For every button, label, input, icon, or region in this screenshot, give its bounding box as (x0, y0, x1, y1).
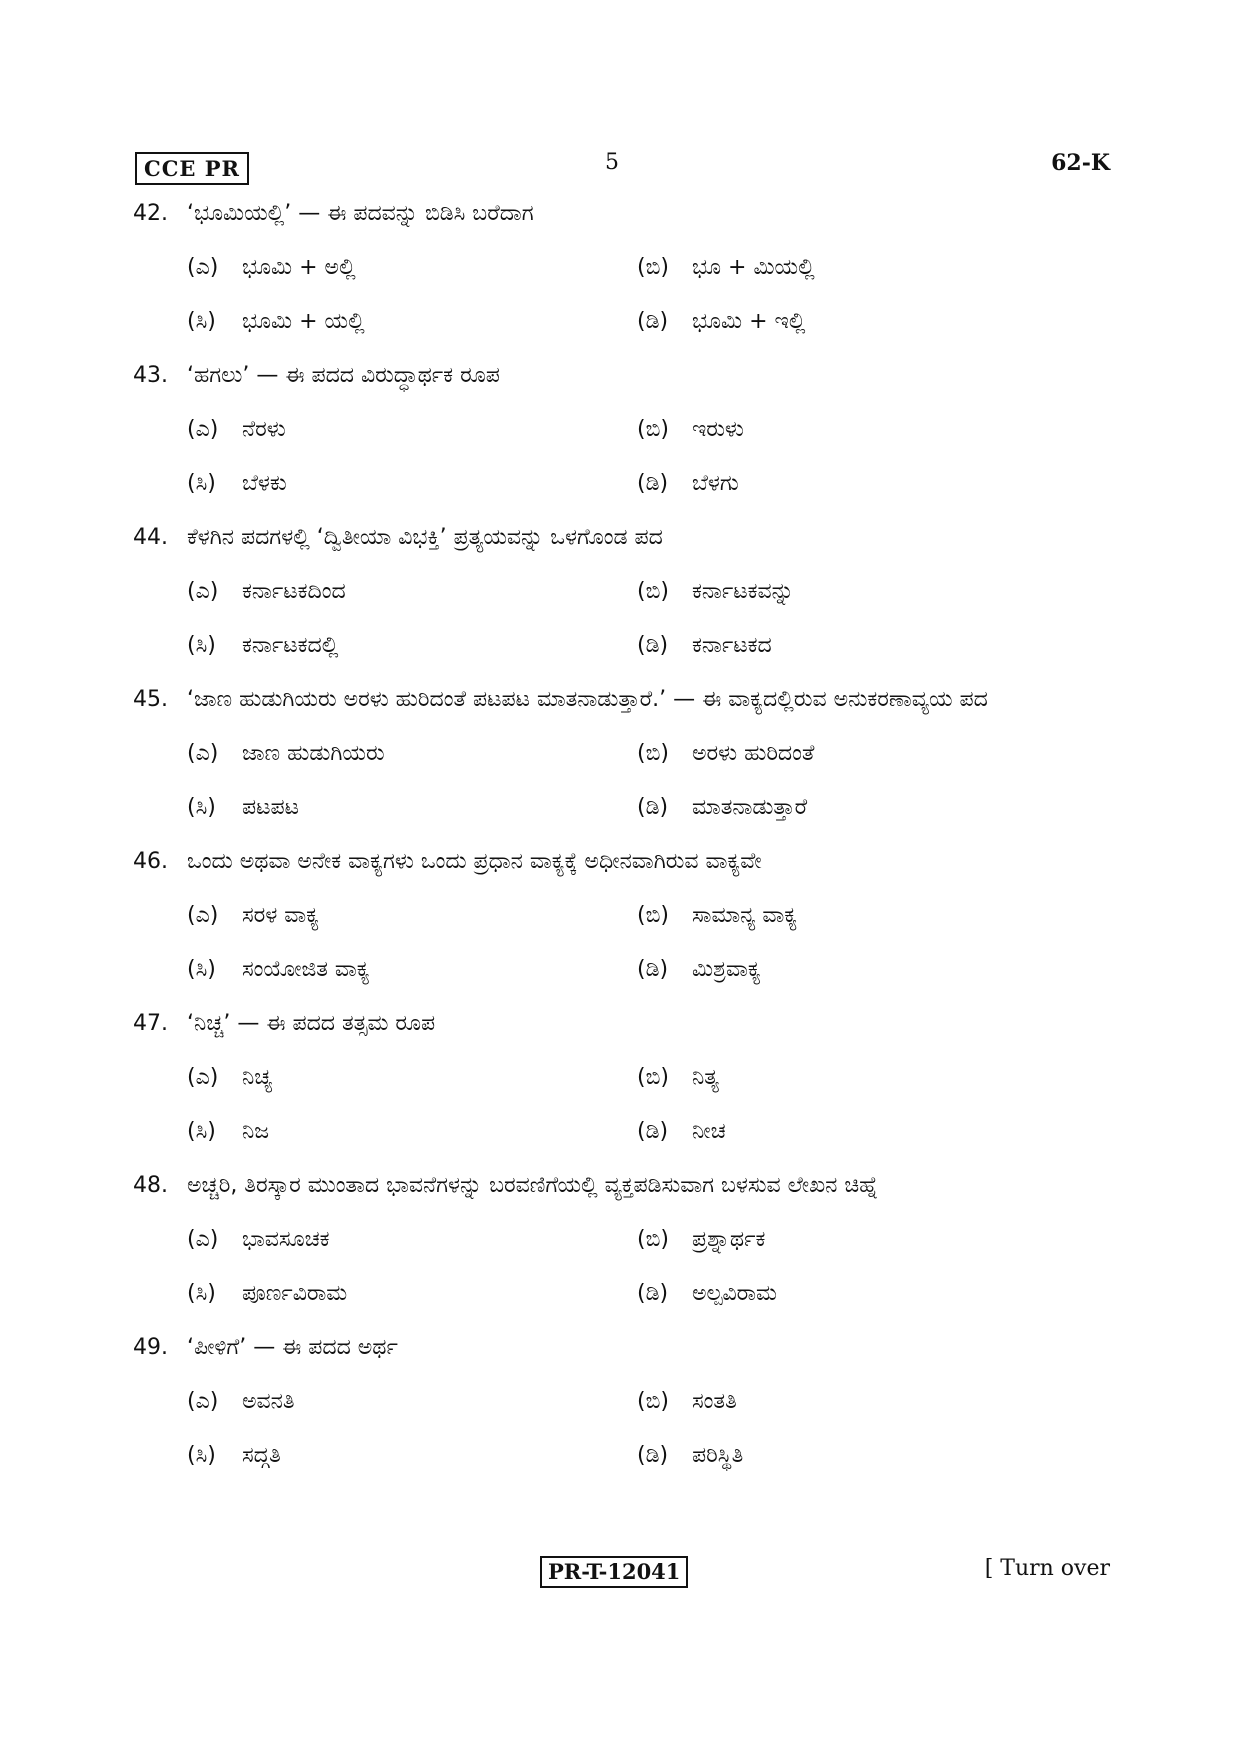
booklet-code-box: PR-T-12041 (540, 1556, 688, 1588)
option-text: ಸರಳ ವಾಕ್ಯ (242, 903, 320, 928)
question-42 (133, 196, 1113, 340)
option-label: (ಡಿ) (637, 1281, 669, 1306)
options-grid (133, 250, 1113, 340)
option-text: ಪಟಪಟ (242, 795, 299, 820)
option-text: ನಿಜ (242, 1119, 270, 1144)
question-text: ‘ಭೂಮಿಯಲ್ಲಿ’ — ಈ ಪದವನ್ನು ಬಿಡಿಸಿ ಬರೆದಾಗ (187, 201, 534, 226)
option-c (187, 466, 637, 502)
option-a (187, 412, 637, 448)
option-label: (ಡಿ) (637, 795, 669, 820)
option-d (637, 1114, 1087, 1150)
options-grid (133, 412, 1113, 502)
option-text: ಪರಿಸ್ಥಿತಿ (692, 1443, 744, 1468)
option-label: (ಎ) (187, 903, 219, 928)
option-a (187, 736, 637, 772)
option-b (637, 736, 1087, 772)
option-b (637, 898, 1087, 934)
option-text: ಜಾಣ ಹುಡುಗಿಯರು (242, 741, 385, 766)
question-49 (133, 1330, 1113, 1474)
options-grid (133, 1384, 1113, 1474)
question-number: 49. (133, 1335, 168, 1360)
option-label: (ಎ) (187, 741, 219, 766)
question-text: ‘ಪೀಳಿಗೆ’ — ಈ ಪದದ ಅರ್ಥ (187, 1335, 398, 1360)
option-text: ಭೂಮಿ + ಇಲ್ಲಿ (692, 309, 806, 334)
question-text: ‘ಹಗಲು’ — ಈ ಪದದ ವಿರುದ್ಧಾರ್ಥಕ ರೂಪ (187, 363, 500, 388)
turn-over-note: [ Turn over (984, 1556, 1110, 1581)
option-text: ಭೂ + ಮಿಯಲ್ಲಿ (692, 255, 815, 280)
option-label: (ಡಿ) (637, 471, 669, 496)
option-text: ಭೂಮಿ + ಯಲ್ಲಿ (242, 309, 365, 334)
option-label: (ಡಿ) (637, 1443, 669, 1468)
question-stem (133, 1330, 1113, 1366)
option-a (187, 1222, 637, 1258)
paper-code: 62-K (1051, 150, 1110, 176)
option-label: (ಸಿ) (187, 471, 216, 496)
option-label: (ಸಿ) (187, 1119, 216, 1144)
question-number: 45. (133, 687, 168, 712)
option-text: ಕರ್ನಾಟಕದಲ್ಲಿ (242, 633, 339, 658)
option-label: (ಬಿ) (637, 417, 669, 442)
option-b (637, 1384, 1087, 1420)
option-label: (ಡಿ) (637, 957, 669, 982)
options-grid (133, 574, 1113, 664)
page-header (135, 150, 1110, 190)
option-text: ಭೂಮಿ + ಅಲ್ಲಿ (242, 255, 356, 280)
question-47 (133, 1006, 1113, 1150)
option-label: (ಡಿ) (637, 309, 669, 334)
question-stem (133, 196, 1113, 232)
option-text: ಸಾಮಾನ್ಯ ವಾಕ್ಯ (692, 903, 798, 928)
option-label: (ಡಿ) (637, 633, 669, 658)
option-text: ನೆರಳು (242, 417, 286, 442)
question-stem (133, 844, 1113, 880)
option-text: ಅವನತಿ (242, 1389, 295, 1414)
option-d (637, 790, 1087, 826)
option-d (637, 466, 1087, 502)
question-list (133, 196, 1113, 1474)
option-text: ಅರಳು ಹುರಿದಂತೆ (692, 741, 815, 766)
option-text: ಭಾವಸೂಚಕ (242, 1227, 330, 1252)
option-a (187, 1060, 637, 1096)
option-text: ಮಿಶ್ರವಾಕ್ಯ (692, 957, 761, 982)
option-text: ಬೆಳಗು (692, 471, 739, 496)
option-c (187, 1438, 637, 1474)
question-stem (133, 1168, 1113, 1204)
option-text: ಸದ್ಗತಿ (242, 1443, 281, 1468)
question-number: 43. (133, 363, 168, 388)
options-grid (133, 736, 1113, 826)
options-grid (133, 1060, 1113, 1150)
question-text: ಕೆಳಗಿನ ಪದಗಳಲ್ಲಿ ‘ದ್ವಿತೀಯಾ ವಿಭಕ್ತಿ’ ಪ್ರತ್ಯಯವನ್ನು ಒಳಗೊಂಡ ಪದ (187, 525, 663, 550)
option-text: ಪೂರ್ಣವಿರಾಮ (242, 1281, 348, 1306)
option-label: (ಬಿ) (637, 741, 669, 766)
exam-code-box: CCE PR (135, 152, 249, 185)
question-number: 46. (133, 849, 168, 874)
option-c (187, 1114, 637, 1150)
option-text: ಇರುಳು (692, 417, 744, 442)
option-b (637, 412, 1087, 448)
question-45 (133, 682, 1113, 826)
question-text: ಒಂದು ಅಥವಾ ಅನೇಕ ವಾಕ್ಯಗಳು ಒಂದು ಪ್ರಧಾನ ವಾಕ್ಯಕ್ಕೆ ಅಧೀನವಾಗಿರುವ ವಾಕ್ಯವೇ (187, 849, 762, 874)
question-stem (133, 358, 1113, 394)
option-b (637, 1060, 1087, 1096)
question-stem (133, 520, 1113, 556)
question-text: ‘ಜಾಣ ಹುಡುಗಿಯರು ಅರಳು ಹುರಿದಂತೆ ಪಟಪಟ ಮಾತನಾಡುತ್ತಾರೆ.’ — ಈ ವಾಕ್ಯದಲ್ಲಿರುವ ಅನುಕರಣಾವ್ಯಯ ಪದ (187, 687, 988, 712)
option-label: (ಸಿ) (187, 633, 216, 658)
option-label: (ಎ) (187, 417, 219, 442)
option-b (637, 1222, 1087, 1258)
question-number: 44. (133, 525, 168, 550)
option-label: (ಸಿ) (187, 957, 216, 982)
option-label: (ಸಿ) (187, 795, 216, 820)
question-stem (133, 682, 1113, 718)
option-text: ಸಂಯೋಜಿತ ವಾಕ್ಯ (242, 957, 370, 982)
option-label: (ಡಿ) (637, 1119, 669, 1144)
option-text: ಕರ್ನಾಟಕವನ್ನು (692, 579, 794, 604)
page-number: 5 (605, 150, 619, 175)
question-number: 48. (133, 1173, 168, 1198)
option-text: ಸಂತತಿ (692, 1389, 737, 1414)
option-label: (ಬಿ) (637, 1065, 669, 1090)
option-text: ನೀಚ (692, 1119, 726, 1144)
option-text: ಅಲ್ಪವಿರಾಮ (692, 1281, 777, 1306)
option-label: (ಎ) (187, 1227, 219, 1252)
option-label: (ಬಿ) (637, 255, 669, 280)
options-grid (133, 898, 1113, 988)
option-b (637, 574, 1087, 610)
question-number: 42. (133, 201, 168, 226)
option-label: (ಎ) (187, 1065, 219, 1090)
question-44 (133, 520, 1113, 664)
option-a (187, 574, 637, 610)
question-stem (133, 1006, 1113, 1042)
option-label: (ಬಿ) (637, 903, 669, 928)
option-label: (ಸಿ) (187, 1281, 216, 1306)
option-text: ನಿತ್ಯ (692, 1065, 719, 1090)
option-label: (ಬಿ) (637, 579, 669, 604)
option-d (637, 952, 1087, 988)
option-text: ಬೆಳಕು (242, 471, 287, 496)
option-c (187, 790, 637, 826)
option-c (187, 1276, 637, 1312)
question-43 (133, 358, 1113, 502)
question-48 (133, 1168, 1113, 1312)
option-c (187, 952, 637, 988)
page-footer (135, 1556, 1110, 1596)
option-label: (ಬಿ) (637, 1389, 669, 1414)
option-c (187, 628, 637, 664)
question-46 (133, 844, 1113, 988)
option-text: ಕರ್ನಾಟಕದಿಂದ (242, 579, 346, 604)
question-number: 47. (133, 1011, 168, 1036)
option-d (637, 1438, 1087, 1474)
option-label: (ಸಿ) (187, 309, 216, 334)
option-a (187, 1384, 637, 1420)
option-d (637, 628, 1087, 664)
option-b (637, 250, 1087, 286)
option-label: (ಸಿ) (187, 1443, 216, 1468)
question-text: ಅಚ್ಚರಿ, ತಿರಸ್ಕಾರ ಮುಂತಾದ ಭಾವನೆಗಳನ್ನು ಬರವಣಿಗೆಯಲ್ಲಿ ವ್ಯಕ್ತಪಡಿಸುವಾಗ ಬಳಸುವ ಲೇಖನ ಚಿಹ್ನೆ (187, 1173, 879, 1198)
option-text: ಕರ್ನಾಟಕದ (692, 633, 772, 658)
option-text: ಪ್ರಶ್ನಾರ್ಥಕ (692, 1227, 766, 1252)
option-d (637, 1276, 1087, 1312)
option-label: (ಎ) (187, 1389, 219, 1414)
option-label: (ಎ) (187, 579, 219, 604)
option-text: ಮಾತನಾಡುತ್ತಾರೆ (692, 795, 808, 820)
option-a (187, 898, 637, 934)
option-a (187, 250, 637, 286)
question-text: ‘ನಿಚ್ಚ’ — ಈ ಪದದ ತತ್ಸಮ ರೂಪ (187, 1011, 436, 1036)
option-label: (ಬಿ) (637, 1227, 669, 1252)
option-d (637, 304, 1087, 340)
option-label: (ಎ) (187, 255, 219, 280)
options-grid (133, 1222, 1113, 1312)
option-c (187, 304, 637, 340)
option-text: ನಿಚ್ಯ (242, 1065, 273, 1090)
